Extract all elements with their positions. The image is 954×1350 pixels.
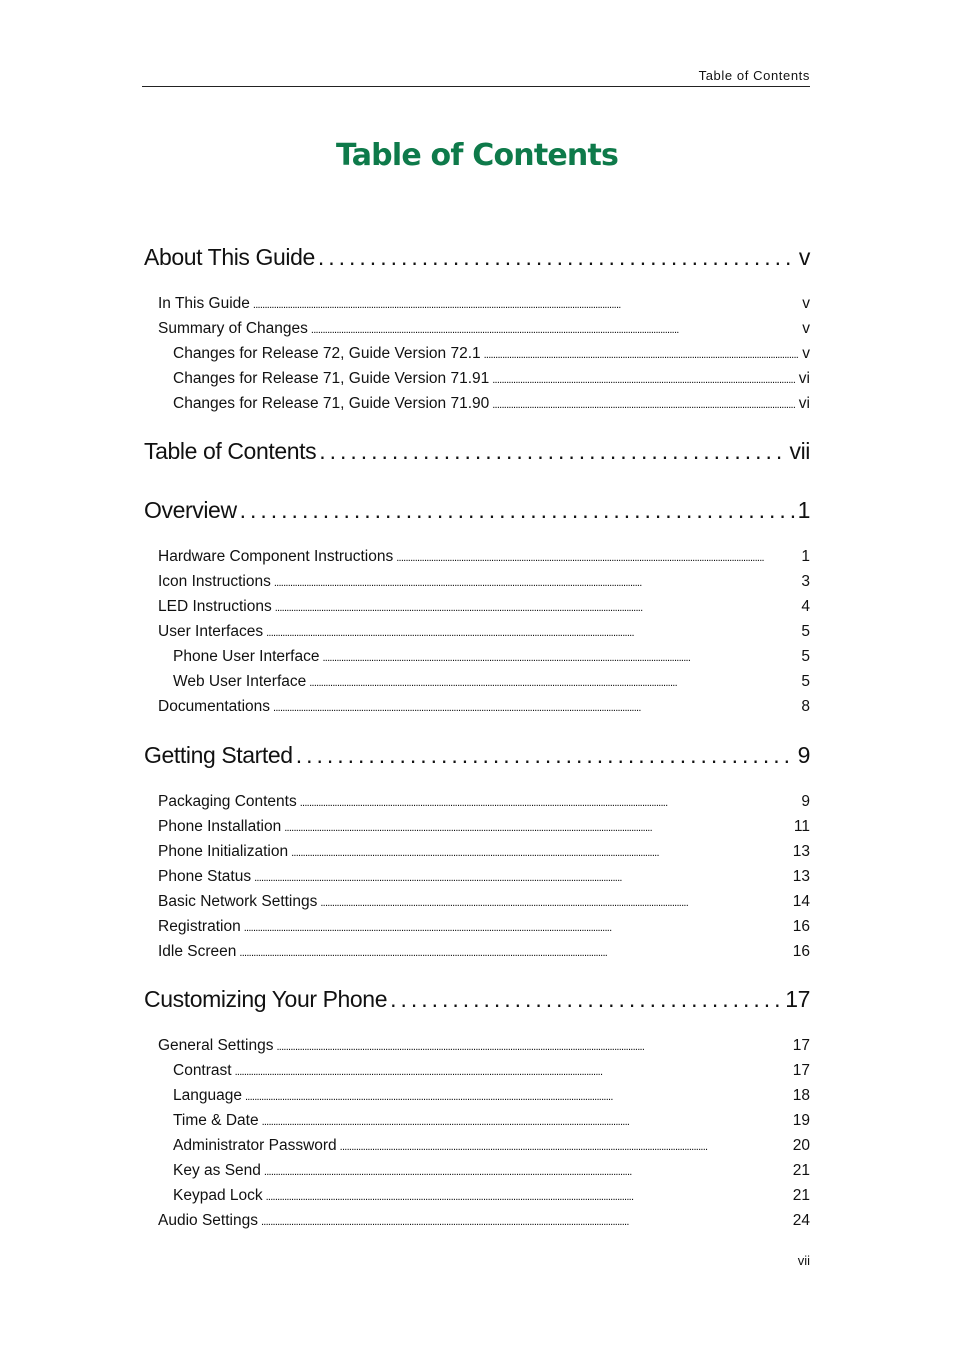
running-header <box>142 66 810 87</box>
dot-leader <box>309 677 798 689</box>
toc-entry-label: Summary of Changes <box>158 320 311 338</box>
toc-entry-page: v <box>799 295 810 313</box>
toc-section[interactable] <box>144 497 810 524</box>
toc-entry-page: 24 <box>790 1212 810 1230</box>
dot-leader <box>311 324 799 336</box>
toc-entry-page: 18 <box>790 1087 810 1105</box>
toc-entry-page: 21 <box>790 1162 810 1180</box>
toc-entry-label: User Interfaces <box>158 623 266 641</box>
toc-entry-label: Documentations <box>158 698 273 716</box>
toc-entry-label: Hardware Component Instructions <box>158 548 396 566</box>
toc-entry[interactable] <box>158 320 810 338</box>
toc-entry-label: Registration <box>158 918 244 936</box>
dot-leader <box>266 627 798 639</box>
toc-entry[interactable] <box>173 1087 810 1105</box>
toc-entry[interactable] <box>173 648 810 666</box>
running-header-title: Table of Contents <box>698 68 810 83</box>
toc-entry-page: 17 <box>790 1037 810 1055</box>
dot-leader <box>266 1191 790 1203</box>
toc-entry-page: 8 <box>798 698 810 716</box>
toc-entry-label: In This Guide <box>158 295 253 313</box>
toc-entry[interactable] <box>158 793 810 811</box>
page-title: Table of Contents <box>335 138 619 173</box>
toc-entry[interactable] <box>173 1162 810 1180</box>
toc-entry-page: vi <box>796 395 810 413</box>
toc-entry-page: 19 <box>790 1112 810 1130</box>
toc-entry-label: Icon Instructions <box>158 573 274 591</box>
dot-leader <box>492 374 796 386</box>
dot-leader <box>484 349 800 361</box>
dot-leader <box>244 922 790 934</box>
toc-entry-label: Web User Interface <box>173 673 309 691</box>
toc-section[interactable] <box>144 438 810 465</box>
dot-leader <box>300 797 799 809</box>
dot-leader <box>322 652 798 664</box>
toc-entry-label: Contrast <box>173 1062 235 1080</box>
dot-leader <box>245 1091 790 1103</box>
toc-entry-label: Phone Installation <box>158 818 284 836</box>
toc-section[interactable] <box>144 986 810 1013</box>
dot-leader <box>319 438 786 465</box>
toc-entry-page: v <box>799 320 810 338</box>
toc-entry[interactable] <box>173 673 810 691</box>
dot-leader <box>274 577 799 589</box>
toc-entry-page: 16 <box>790 918 810 936</box>
dot-leader <box>261 1216 790 1228</box>
toc-entry-page: 20 <box>790 1137 810 1155</box>
dot-leader <box>240 497 795 524</box>
page-number: vii <box>797 1253 810 1268</box>
toc-entry[interactable] <box>158 548 810 566</box>
toc-entry[interactable] <box>158 295 810 313</box>
toc-entry[interactable] <box>158 698 810 716</box>
toc-entry-label: Packaging Contents <box>158 793 300 811</box>
toc-entry[interactable] <box>173 1137 810 1155</box>
toc-section-page: 9 <box>795 742 810 769</box>
toc-section-label: Overview <box>144 497 240 524</box>
toc-entry-page: 11 <box>791 818 810 836</box>
toc-entry-page: 17 <box>790 1062 810 1080</box>
toc-entry-label: Language <box>173 1087 245 1105</box>
toc-entry[interactable] <box>158 598 810 616</box>
toc-entry[interactable] <box>173 1112 810 1130</box>
toc-entry-label: Changes for Release 72, Guide Version 72.1 <box>173 345 484 363</box>
toc-section-label: Getting Started <box>144 742 296 769</box>
toc-entry-label: Administrator Password <box>173 1137 340 1155</box>
dot-leader <box>318 244 796 271</box>
toc-entry-page: 16 <box>790 943 810 961</box>
dot-leader <box>291 847 790 859</box>
toc-entry-label: General Settings <box>158 1037 276 1055</box>
toc-entry[interactable] <box>158 843 810 861</box>
dot-leader <box>396 552 798 564</box>
toc-entry-label: Phone Initialization <box>158 843 291 861</box>
toc-entry[interactable] <box>173 345 810 363</box>
toc-entry-page: 1 <box>798 548 810 566</box>
dot-leader <box>275 602 799 614</box>
toc-entry-page: 13 <box>790 868 810 886</box>
toc-section-label: Customizing Your Phone <box>144 986 390 1013</box>
toc-entry-label: Keypad Lock <box>173 1187 266 1205</box>
toc-entry[interactable] <box>158 918 810 936</box>
toc-entry-page: 5 <box>798 623 810 641</box>
toc-section-page: vii <box>786 438 810 465</box>
dot-leader <box>320 897 789 909</box>
toc-entry-label: Changes for Release 71, Guide Version 71.91 <box>173 370 492 388</box>
toc-entry-page: 3 <box>798 573 810 591</box>
toc-entry[interactable] <box>158 943 810 961</box>
dot-leader <box>239 947 789 959</box>
toc-section-page: v <box>796 244 810 271</box>
toc-entry-page: 9 <box>798 793 810 811</box>
toc-entry-page: vi <box>796 370 810 388</box>
toc-entry[interactable] <box>173 1187 810 1205</box>
toc-entry-label: LED Instructions <box>158 598 275 616</box>
toc-entry[interactable] <box>173 1062 810 1080</box>
toc-entry[interactable] <box>158 1037 810 1055</box>
toc-entry-label: Phone User Interface <box>173 648 322 666</box>
toc-entry[interactable] <box>158 893 810 911</box>
toc-entry-page: 5 <box>798 673 810 691</box>
toc-entry-label: Phone Status <box>158 868 254 886</box>
dot-leader <box>254 872 790 884</box>
toc-entry[interactable] <box>158 623 810 641</box>
toc-section[interactable] <box>144 244 810 271</box>
toc-entry-page: v <box>799 345 810 363</box>
toc-entry-page: 5 <box>798 648 810 666</box>
toc-entry-label: Changes for Release 71, Guide Version 71.90 <box>173 395 492 413</box>
dot-leader <box>296 742 795 769</box>
dot-leader <box>492 399 796 411</box>
dot-leader <box>340 1141 790 1153</box>
toc-entry[interactable] <box>158 573 810 591</box>
dot-leader <box>235 1066 790 1078</box>
dot-leader <box>284 822 791 834</box>
toc-entry-page: 21 <box>790 1187 810 1205</box>
toc-entry[interactable] <box>173 370 810 388</box>
toc-entry-label: Audio Settings <box>158 1212 261 1230</box>
dot-leader <box>262 1116 790 1128</box>
toc-section[interactable] <box>144 742 810 769</box>
toc-entry-label: Basic Network Settings <box>158 893 320 911</box>
toc-entry[interactable] <box>158 1212 810 1230</box>
toc-entry[interactable] <box>173 395 810 413</box>
dot-leader <box>264 1166 790 1178</box>
dot-leader <box>276 1041 789 1053</box>
toc-entry-page: 13 <box>790 843 810 861</box>
toc-section-page: 17 <box>782 986 810 1013</box>
toc-entry[interactable] <box>158 818 810 836</box>
toc-entry-label: Key as Send <box>173 1162 264 1180</box>
toc-entry-label: Time & Date <box>173 1112 262 1130</box>
toc-section-label: About This Guide <box>144 244 318 271</box>
toc-entry-page: 14 <box>790 893 810 911</box>
toc-entry-page: 4 <box>798 598 810 616</box>
toc-entry-label: Idle Screen <box>158 943 239 961</box>
dot-leader <box>273 702 798 714</box>
toc-entry[interactable] <box>158 868 810 886</box>
dot-leader <box>390 986 782 1013</box>
toc-section-label: Table of Contents <box>144 438 319 465</box>
toc-section-page: 1 <box>795 497 810 524</box>
dot-leader <box>253 299 799 311</box>
